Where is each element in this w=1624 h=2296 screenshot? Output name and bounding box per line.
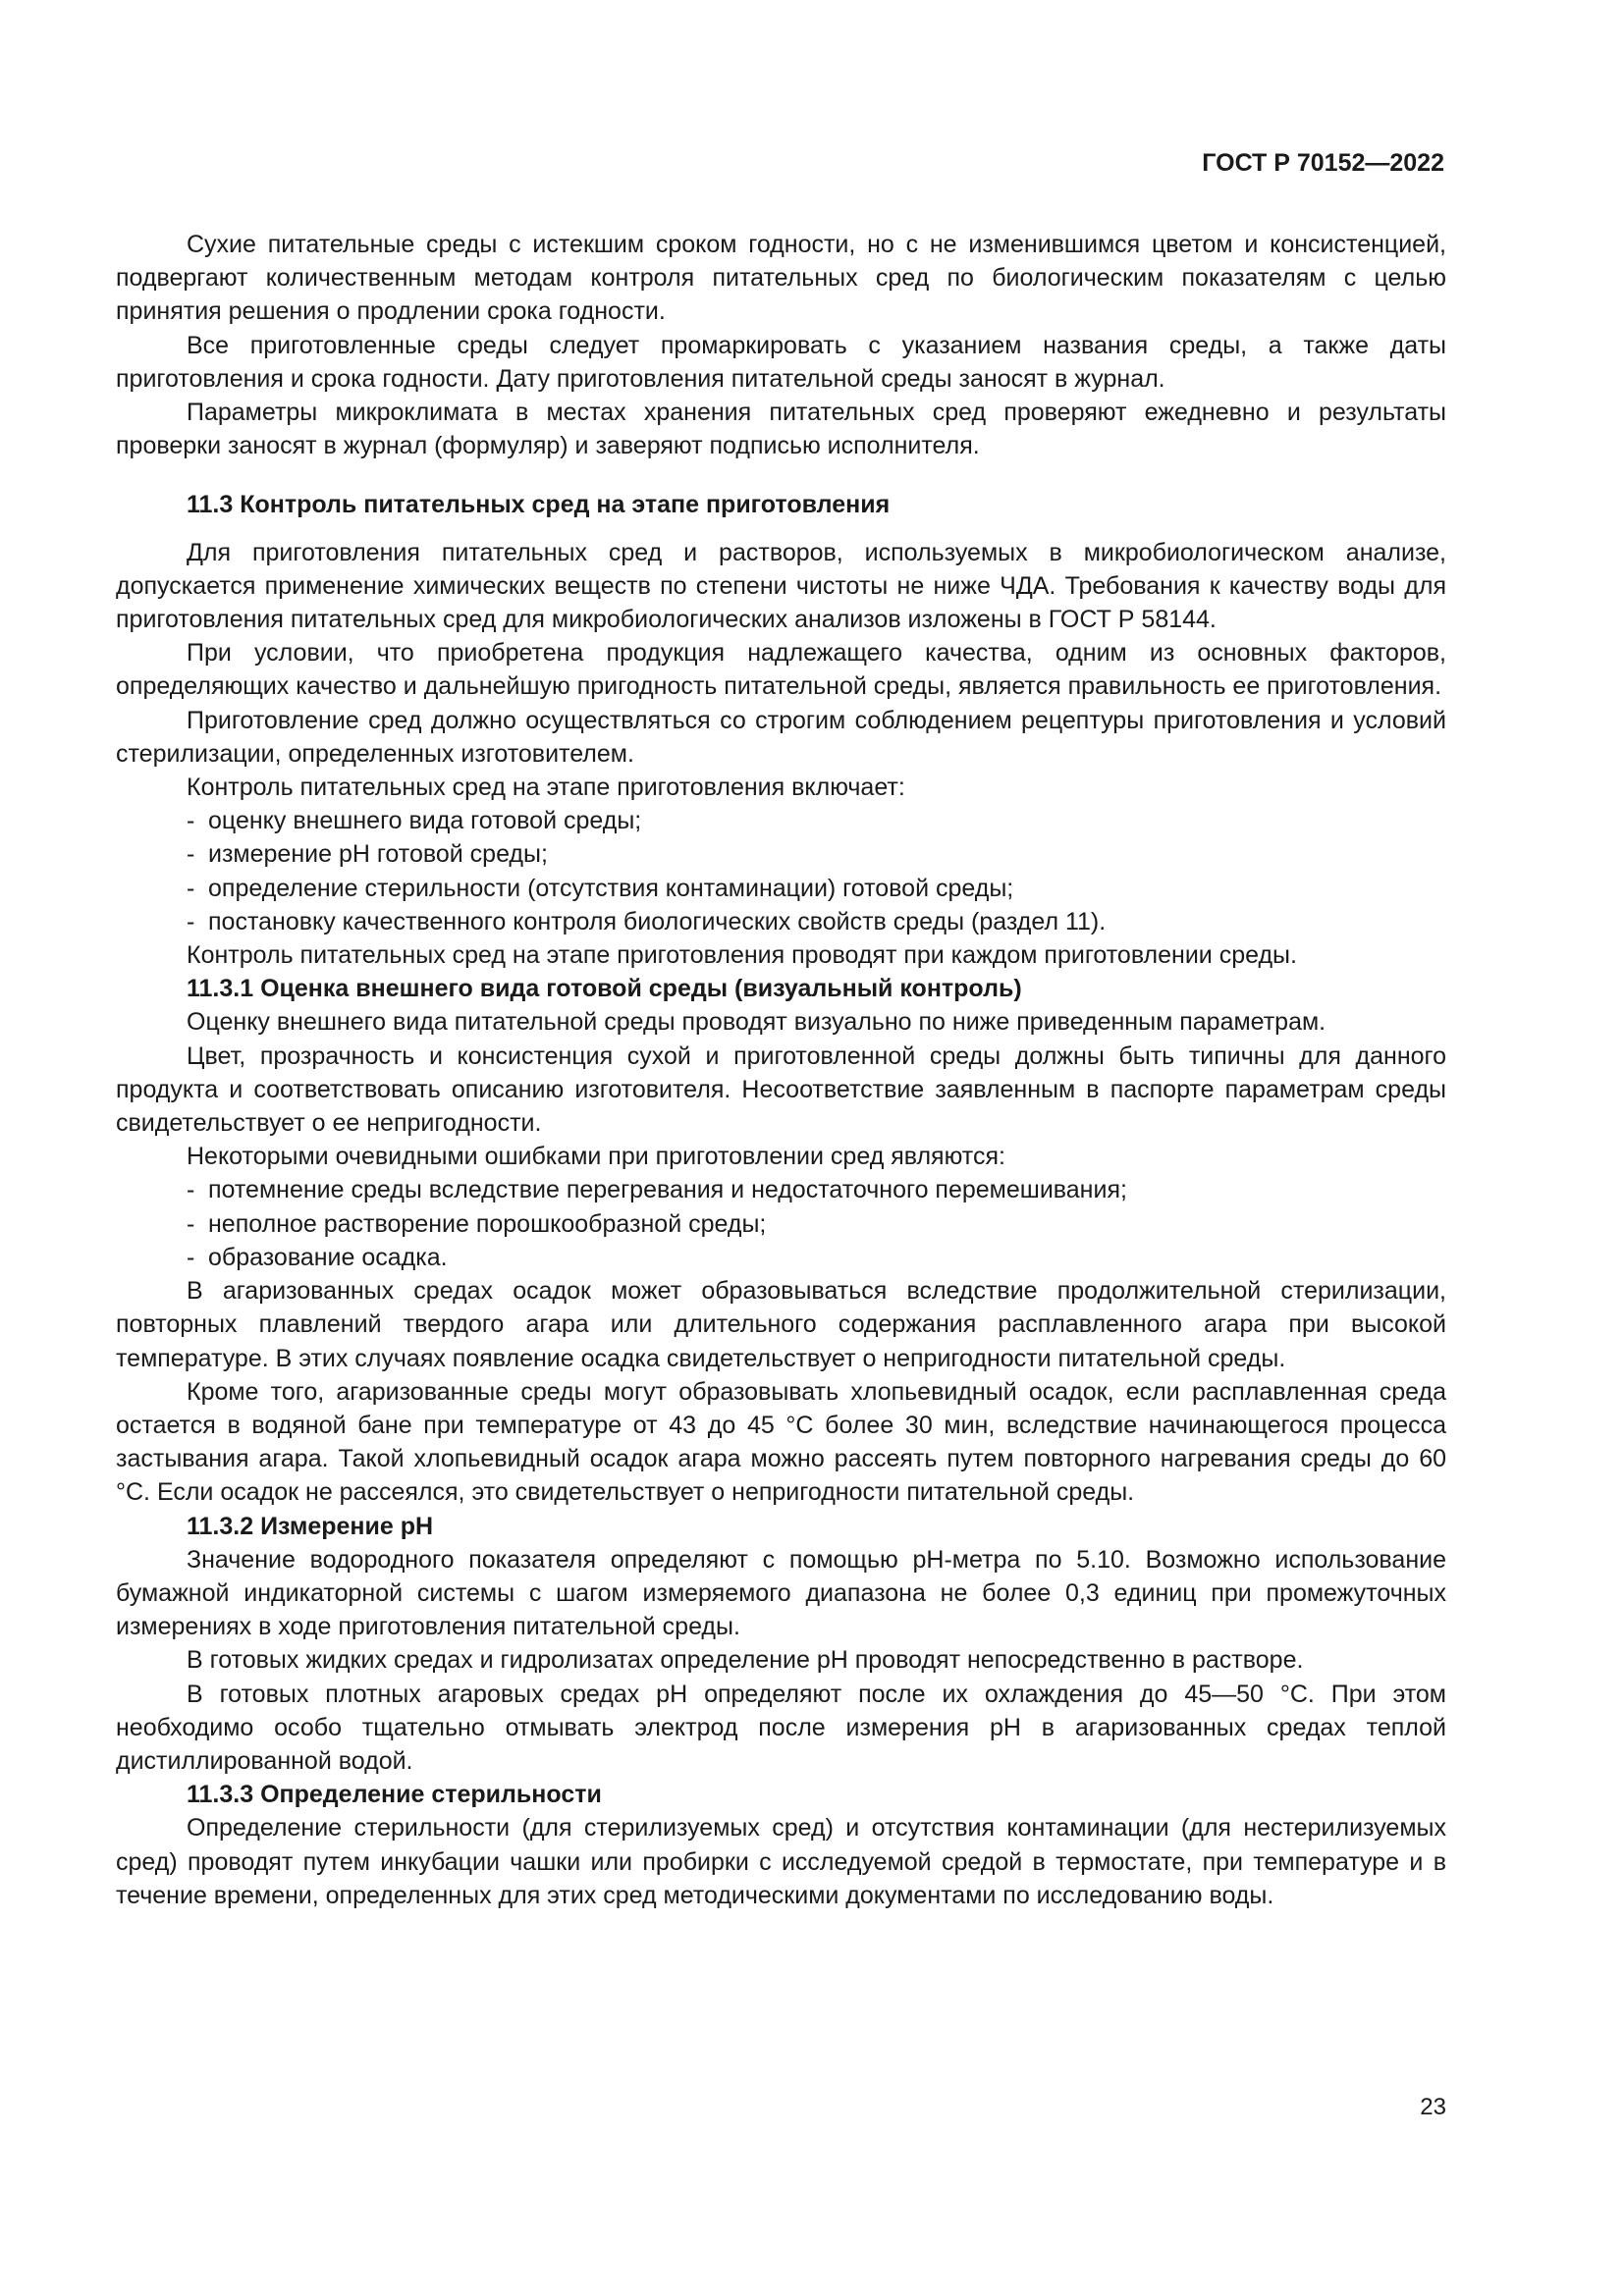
list-item-text: постановку качественного контроля биологических свойств среды (раздел 11). (208, 907, 1107, 935)
paragraph: В агаризованных средах осадок может образовываться вследствие продолжительной стерилизации, повторных плавлений твердого агара или длительного содержания расплавленного агара при высокой температуре. В этих случаях появление осадка свидетельствует о непригодности питательной среды. (116, 1277, 1446, 1372)
list-bullet: - (187, 840, 195, 869)
list-bullet: - (187, 1176, 195, 1204)
paragraph: Некоторыми очевидными ошибками при приготовлении сред являются: (187, 1143, 1005, 1171)
paragraph: Контроль питательных сред на этапе приготовления проводят при каждом приготовлении среды. (187, 941, 1297, 970)
list-item-text: неполное растворение порошкообразной среды; (208, 1209, 767, 1238)
list-item-text: определение стерильности (отсутствия контаминации) готовой среды; (208, 874, 1014, 902)
paragraph: Определение стерильности (для стерилизуемых сред) и отсутствия контаминации (для нестерилизуемых сред) проводят путем инкубации чашки или пробирки с исследуемой средой в термостате, при температуре и в течение времени, определенных для этих сред методическими документами по исследованию воды. (116, 1814, 1446, 1909)
paragraph: Для приготовления питательных сред и растворов, используемых в микробиологическом анализе, допускается применение химических веществ по степени чистоты не ниже ЧДА. Требования к качеству воды для приготовления питательных сред для микробиологических анализов изложены в ГОСТ Р 58144. (116, 538, 1446, 634)
paragraph: Цвет, прозрачность и консистенция сухой и приготовленной среды должны быть типичны для данного продукта и соответствовать описанию изготовителя. Несоответствие заявленным в паспорте параметрам среды свидетельствует о ее непригодности. (116, 1041, 1446, 1138)
list-item (116, 1241, 1446, 1274)
list-bullet: - (187, 907, 195, 935)
list-item (116, 804, 1446, 837)
list-item (116, 872, 1446, 905)
paragraph: При условии, что приобретена продукция надлежащего качества, одним из основных факторов, определяющих качество и дальнейшую пригодность питательной среды, является правильность ее приготовления. (116, 639, 1446, 701)
subsection-heading: 11.3.1 Оценка внешнего вида готовой среды (визуальный контроль) (187, 975, 1022, 1003)
paragraph: Параметры микроклимата в местах хранения питательных сред проверяют ежедневно и результаты проверки заносят в журнал (формуляр) и заверяют подписью исполнителя. (116, 399, 1446, 460)
list-item (116, 905, 1446, 938)
paragraph: Оценку внешнего вида питательной среды проводят визуально по ниже приведенным параметрам. (187, 1008, 1326, 1037)
document-header: ГОСТ Р 70152—2022 (1202, 149, 1444, 177)
document-body (116, 228, 1446, 1912)
paragraph: Значение водородного показателя определяют с помощью pH-метра по 5.10. Возможно использование бумажной индикаторной системы с шагом измеряемого диапазона не более 0,3 единиц при промежуточных измерениях в ходе приготовления питательной среды. (116, 1545, 1446, 1641)
paragraph: Приготовление сред должно осуществляться со строгим соблюдением рецептуры приготовления и условий стерилизации, определенных изготовителем. (116, 706, 1446, 768)
list-item-text: измерение pH готовой среды; (208, 840, 548, 869)
list-item (116, 837, 1446, 871)
list-item-text: потемнение среды вследствие перегревания и недостаточного перемешивания; (208, 1176, 1127, 1204)
section-heading: 11.3 Контроль питательных сред на этапе приготовления (187, 491, 891, 519)
paragraph: В готовых жидких средах и гидролизатах определение pH проводят непосредственно в растворе. (187, 1646, 1304, 1675)
list-bullet: - (187, 1243, 195, 1271)
list-bullet: - (187, 807, 195, 835)
list-item-text: оценку внешнего вида готовой среды; (208, 807, 642, 835)
subsection-heading: 11.3.2 Измерение pH (187, 1512, 434, 1540)
list-item (116, 1173, 1446, 1206)
paragraph: Кроме того, агаризованные среды могут образовывать хлопьевидный осадок, если расплавленная среда остается в водяной бане при температуре от 43 до 45 °С более 30 мин, вследствие начинающегося процесса застывания агара. Такой хлопьевидный осадок агара можно рассеять путем повторного нагревания среды до 60 °С. Если осадок не рассеялся, это свидетельствует о непригодности питательной среды. (116, 1377, 1446, 1507)
page-number: 23 (1420, 2094, 1446, 2120)
list-bullet: - (187, 1209, 195, 1238)
list-item-text: образование осадка. (208, 1243, 448, 1271)
list-item (116, 1207, 1446, 1241)
list-bullet: - (187, 874, 195, 902)
paragraph: Все приготовленные среды следует промаркировать с указанием названия среды, а также даты приготовления и срока годности. Дату приготовления питательной среды заносят в журнал. (116, 331, 1446, 393)
paragraph: В готовых плотных агаровых средах pH определяют после их охлаждения до 45—50 °С. При этом необходимо особо тщательно отмывать электрод после измерения pH в агаризованных средах теплой дистиллированной водой. (116, 1680, 1446, 1775)
paragraph: Сухие питательные среды с истекшим сроком годности, но с не изменившимся цветом и консистенцией, подвергают количественным методам контроля питательных сред по биологическим показателям с целью принятия решения о продлении срока годности. (116, 231, 1446, 326)
subsection-heading: 11.3.3 Определение стерильности (187, 1781, 602, 1809)
paragraph: Контроль питательных сред на этапе приготовления включает: (187, 774, 905, 802)
